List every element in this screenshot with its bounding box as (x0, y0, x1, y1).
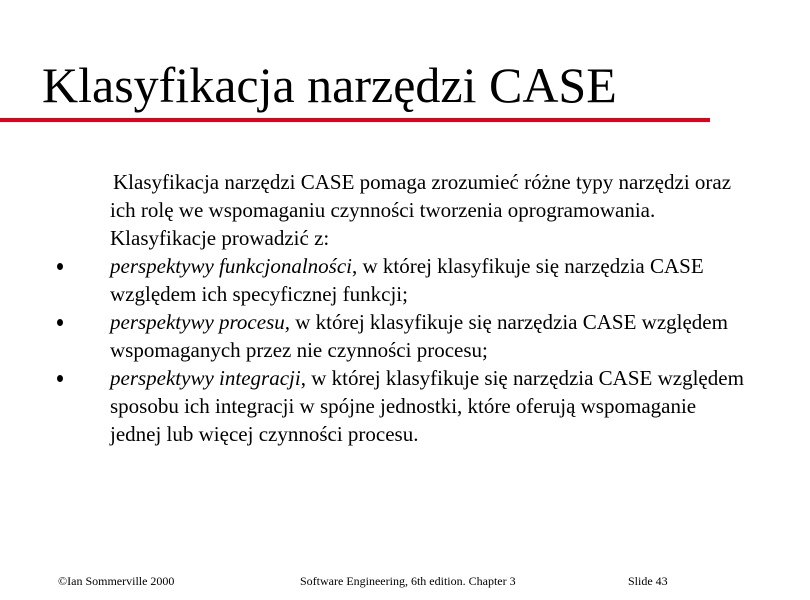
bullet-list (110, 252, 750, 448)
bullet-item-integration (110, 364, 750, 448)
bullet-text: , w której klasyfikuje się narzędzia CASE względem ich specyficznej funkcji; (110, 254, 704, 306)
footer-copyright: ©Ian Sommerville 2000 (58, 574, 175, 588)
bullet-term: perspektywy funkcjonalności (110, 254, 353, 278)
bullet-term: perspektywy integracji (110, 366, 301, 390)
bullet-icon (57, 319, 63, 326)
bullet-text: w której klasyfikuje się narzędzia CASE względem wspomaganych przez nie czynności procesu; (110, 310, 728, 362)
intro-paragraph: Klasyfikacja narzędzi CASE pomaga zrozumieć różne typy narzędzi oraz ich rolę we wspomaganiu czynności tworzenia oprogramowania. Klasyfikacje prowadzić z: (110, 170, 732, 250)
footer-book-title: Software Engineering, 6th edition. Chapter 3 (300, 574, 516, 588)
bullet-text: , w której klasyfikuje się narzędzia CASE względem sposobu ich integracji w spójne jednostki, które oferują wspomaganie jednej lub więcej czynności procesu. (110, 366, 744, 446)
slide-title: Klasyfikacja narzędzi CASE (42, 57, 617, 113)
footer-slide-number: Slide 43 (628, 574, 668, 588)
bullet-term: perspektywy procesu, (110, 310, 290, 334)
bullet-icon (57, 263, 63, 270)
bullet-item-process (110, 308, 750, 364)
slide-body (110, 168, 750, 448)
title-underline-rule (0, 118, 710, 122)
bullet-icon (57, 375, 63, 382)
bullet-item-functionality (110, 252, 750, 308)
